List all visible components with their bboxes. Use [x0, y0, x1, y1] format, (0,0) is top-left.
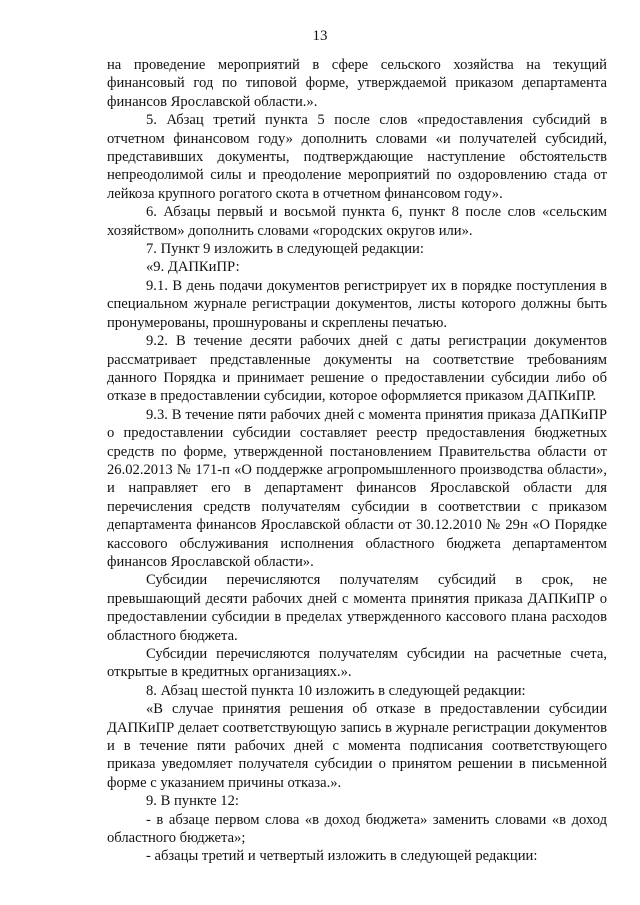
paragraph-dash-second: - абзацы третий и четвертый изложить в следующей редакции:: [146, 848, 538, 865]
paragraph-subsidy-transfer-term: Субсидии перечисляются получателям субсидий в срок, не превышающий десяти рабочих дней с момента принятия приказа ДАПКиПР о предоставлении субсидии в пределах утвержденного кассового плана расходов областного бюджета.: [107, 572, 607, 644]
paragraph-item-7: 7. Пункт 9 изложить в следующей редакции:: [146, 241, 424, 258]
document-body: [107, 56, 607, 866]
paragraph-item-6: 6. Абзацы первый и восьмой пункта 6, пункт 8 после слов «сельским хозяйством» дополнить словами «городских округов или».: [107, 204, 607, 239]
paragraph-item-9: 9. В пункте 12:: [146, 793, 239, 810]
paragraph-9-3: 9.3. В течение пяти рабочих дней с момента принятия приказа ДАПКиПР о предоставлении субсидии составляет реестр предоставления бюджетных средств по форме, утвержденной постановлением Правительства области от 26.02.2013 № 171-п «О поддержке агропромышленного производства области», и направляет его в департамент финансов Ярославской области для перечисления средств получателям субсидии в соответствии с приказом департамента финансов Ярославской области от 30.12.2010 № 29н «О Порядке кассового обслуживания исполнения областного бюджета департаментом финансов Ярославской области».: [107, 406, 607, 570]
paragraph-item-8: 8. Абзац шестой пункта 10 изложить в следующей редакции:: [146, 682, 526, 699]
paragraph-item-5: 5. Абзац третий пункта 5 после слов «предоставления субсидий в отчетном финансовом году» дополнить словами «и получателей субсидий, представивших документы, подтверждающие наступление обстоятельств непреодолимой силы и преодоление мероприятий по оздоровлению стада от лейкоза крупного рогатого скота в отчетном финансовом году».: [107, 112, 607, 202]
paragraph-continuation: на проведение мероприятий в сфере сельского хозяйства на текущий финансовый год по типовой форме, утверждаемой приказом департамента финансов Ярославской области.».: [107, 57, 607, 110]
paragraph-dash-first: - в абзаце первом слова «в доход бюджета» заменить словами «в доход областного бюджета»;: [107, 811, 607, 847]
paragraph-9-1: 9.1. В день подачи документов регистрирует их в порядке поступления в специальном журнале регистрации документов, листы которого должны быть пронумерованы, прошнурованы и скреплены печатью.: [107, 277, 607, 331]
paragraph-section-9-heading: «9. ДАПКиПР:: [146, 259, 240, 276]
paragraph-refusal-decision: «В случае принятия решения об отказе в предоставлении субсидии ДАПКиПР делает соответствующую запись в журнале регистрации документов и в течение пяти рабочих дней с момента подписания соответствующего приказа уведомляет получателя субсидии о принятом решении в письменной форме с указанием причины отказа.».: [107, 701, 607, 791]
paragraph-subsidy-accounts: Субсидии перечисляются получателям субсидии на расчетные счета, открытые в кредитных организациях.».: [107, 646, 607, 681]
page-number: 13: [312, 28, 328, 44]
paragraph-9-2: 9.2. В течение десяти рабочих дней с даты регистрации документов рассматривает представленные документы на соответствие требованиям данного Порядка и принимает решение о предоставлении субсидии либо об отказе в предоставлении субсидии, которое оформляется приказом ДАПКиПР.: [107, 333, 607, 405]
